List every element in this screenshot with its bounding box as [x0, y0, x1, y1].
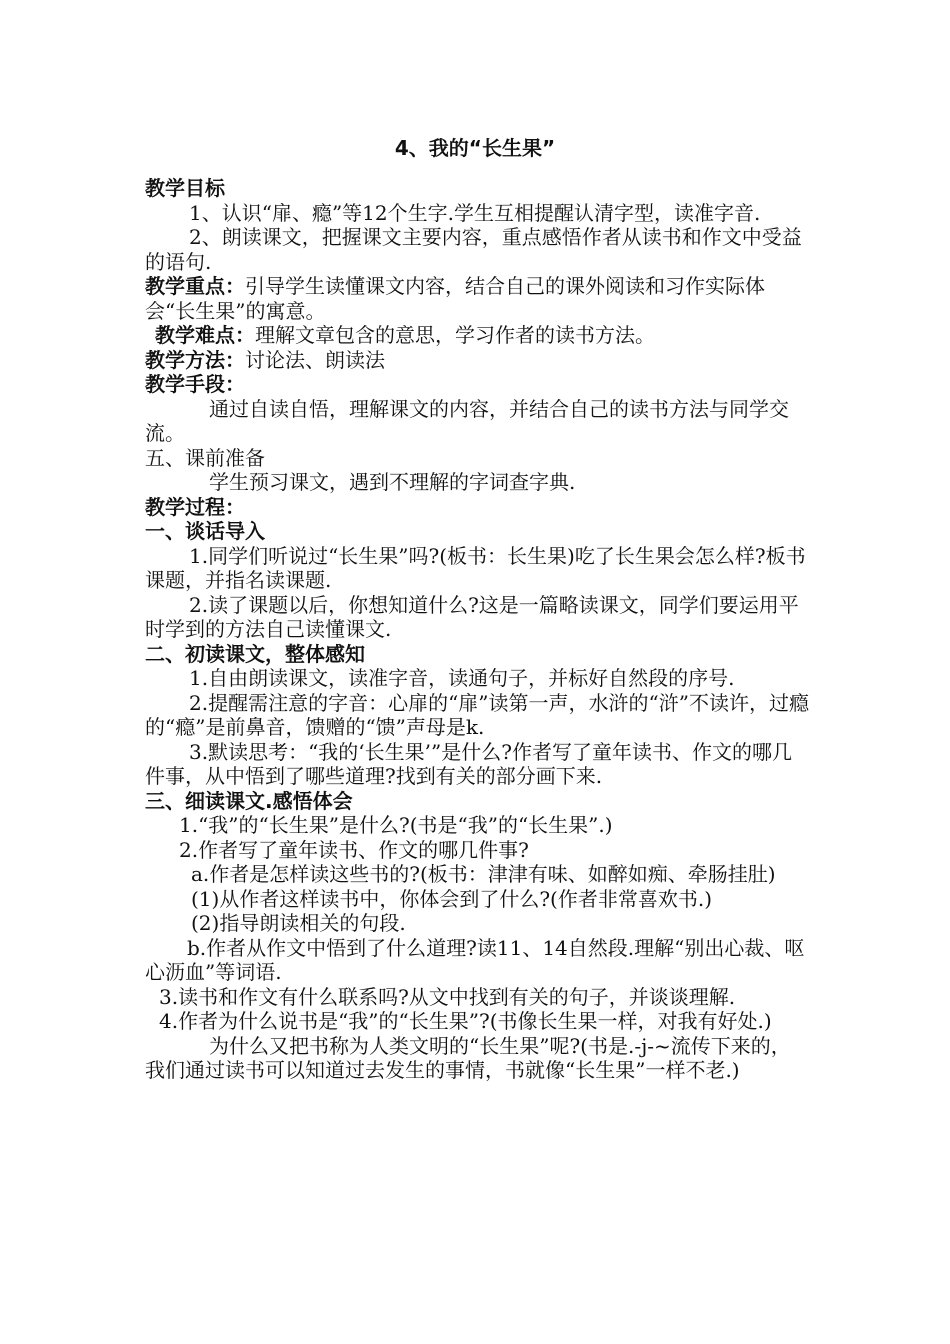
section-2-item-3: 3.默读思考：“我的‘长生果’”是什么?作者写了童年读书、作文的哪几件事，从中悟到了哪些道理?找到有关的部分画下来. — [145, 739, 792, 788]
section-3-item-a2: (2)指导朗读相关的句段. — [191, 911, 406, 935]
section-1-heading: 一、谈话导入 — [145, 519, 265, 543]
difficulty-paragraph — [145, 323, 810, 348]
difficulty-label: 教学难点： — [155, 323, 255, 347]
process-heading: 教学过程： — [145, 494, 245, 519]
section-2-heading: 二、初读课文，整体感知 — [145, 641, 365, 666]
focus-text: 引导学生读懂课文内容，结合自己的课外阅读和习作实际体会“长生果”的寓意。 — [145, 274, 765, 323]
prep-heading: 五、课前准备 — [145, 445, 265, 470]
section-1-item-1: 1.同学们听说过“长生果”吗?(板书：长生果)吃了长生果会怎么样?板书课题，并指名读课题. — [145, 543, 806, 592]
means-text: 通过自读自悟，理解课文的内容，并结合自己的读书方法与同学交流。 — [145, 396, 789, 445]
section-3-heading: 三、细读课文.感悟体会 — [145, 788, 353, 813]
method-text: 讨论法、朗读法 — [245, 347, 385, 372]
focus-paragraph — [145, 274, 810, 323]
section-3-item-2: 2.作者写了童年读书、作文的哪几件事? — [179, 837, 529, 862]
means-heading: 教学手段： — [145, 372, 245, 396]
prep-text: 学生预习课文，遇到不理解的字词查字典. — [209, 470, 576, 494]
goal-1: 1、认识“扉、瘾”等12个生字.学生互相提醒认清字型，读准字音. — [189, 200, 761, 225]
focus-label: 教学重点： — [145, 274, 245, 298]
section-3-item-1: 1.“我”的“长生果”是什么?(书是“我”的“长生果”.) — [179, 813, 613, 837]
section-3-item-b: b.作者从作文中悟到了什么道理?读11、14自然段.理解“别出心裁、呕心沥血”等词语. — [145, 935, 805, 984]
lesson-body — [145, 176, 810, 1083]
goals-heading: 教学目标 — [145, 176, 225, 200]
method-paragraph — [145, 348, 810, 373]
section-1-item-2: 2.读了课题以后，你想知道什么?这是一篇略读课文，同学们要运用平时学到的方法自己读懂课文. — [145, 592, 799, 641]
goal-2: 2、朗读课文，把握课文主要内容，重点感悟作者从读书和作文中受益的语句. — [145, 225, 802, 274]
method-label: 教学方法： — [145, 347, 245, 372]
section-3-item-a1: (1)从作者这样读书中，你体会到了什么?(作者非常喜欢书.) — [191, 886, 713, 911]
difficulty-text: 理解文章包含的意思，学习作者的读书方法。 — [255, 323, 655, 347]
section-2-item-2: 2.提醒需注意的字音：心扉的“扉”读第一声，水浒的“浒”不读许，过瘾的“瘾”是前鼻音，馈赠的“馈”声母是k. — [145, 690, 809, 739]
section-3-item-a: a.作者是怎样读这些书的?(板书：津津有味、如醉如痴、牵肠挂肚) — [191, 862, 776, 886]
section-3-item-4: 4.作者为什么说书是“我”的“长生果”?(书像长生果一样，对我有好处.) — [159, 1009, 772, 1033]
section-2-item-1: 1.自由朗读课文，读准字音，读通句子，并标好自然段的序号. — [189, 666, 735, 690]
section-3-item-5: 为什么又把书称为人类文明的“长生果”呢?(书是.-j-~流传下来的，我们通过读书可以知道过去发生的事情，书就像“长生果”一样不老.) — [145, 1033, 791, 1082]
section-3-item-3: 3.读书和作文有什么联系吗?从文中找到有关的句子，并谈谈理解. — [159, 984, 736, 1009]
lesson-title: 4、我的“长生果” — [394, 136, 556, 160]
